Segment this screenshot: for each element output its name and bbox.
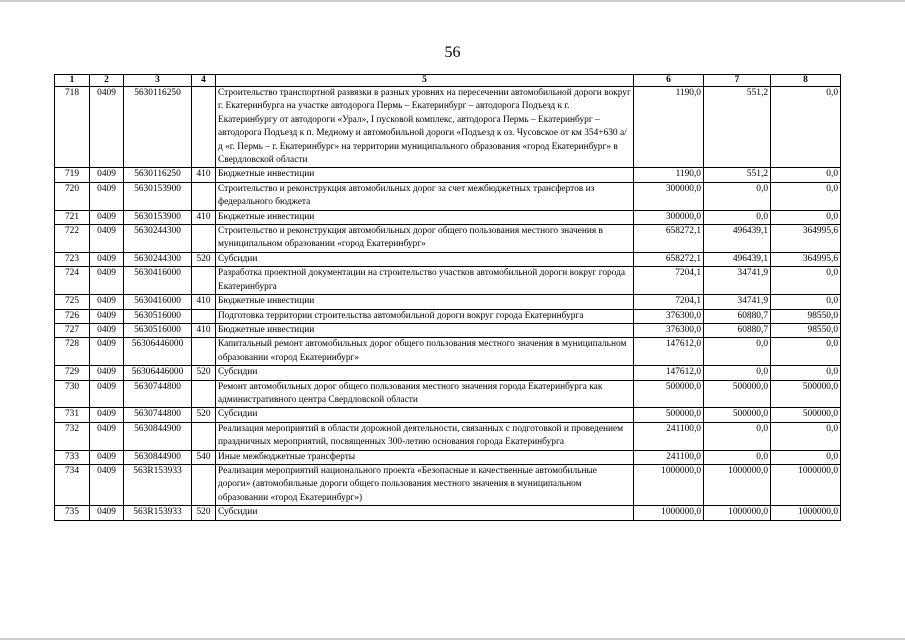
amount-col8-cell: 0,0 [771, 210, 841, 224]
row-number-cell: 719 [55, 168, 90, 182]
amount-col7-cell: 0,0 [704, 338, 771, 366]
section-code-cell: 0409 [90, 210, 124, 224]
row-number-cell: 734 [55, 464, 90, 505]
amount-col8-cell: 0,0 [771, 295, 841, 309]
amount-col6-cell: 1190,0 [634, 87, 704, 168]
row-number-cell: 722 [55, 225, 90, 253]
table-row [55, 464, 841, 505]
table-row [55, 182, 841, 210]
page-edge-top [0, 0, 905, 2]
amount-col7-cell: 0,0 [704, 366, 771, 380]
amount-col6-cell: 376300,0 [634, 323, 704, 337]
target-article-cell: 5630516000 [124, 309, 192, 323]
amount-col6-cell: 500000,0 [634, 380, 704, 408]
table-row [55, 87, 841, 168]
section-code-cell: 0409 [90, 168, 124, 182]
section-code-cell: 0409 [90, 295, 124, 309]
table-row [55, 380, 841, 408]
target-article-cell: 563R153933 [124, 464, 192, 505]
amount-col8-cell: 0,0 [771, 422, 841, 450]
amount-col8-cell: 1000000,0 [771, 464, 841, 505]
amount-col6-cell: 147612,0 [634, 338, 704, 366]
amount-col8-cell: 364995,6 [771, 225, 841, 253]
target-article-cell: 563R153933 [124, 506, 192, 520]
amount-col6-cell: 376300,0 [634, 309, 704, 323]
amount-col8-cell: 500000,0 [771, 380, 841, 408]
amount-col6-cell: 7204,1 [634, 295, 704, 309]
section-code-cell: 0409 [90, 182, 124, 210]
section-code-cell: 0409 [90, 366, 124, 380]
expense-type-cell: 410 [192, 295, 216, 309]
column-header: 3 [124, 75, 192, 87]
expense-type-cell: 520 [192, 252, 216, 266]
row-number-cell: 723 [55, 252, 90, 266]
target-article-cell: 5630416000 [124, 295, 192, 309]
row-number-cell: 724 [55, 267, 90, 295]
table-row [55, 506, 841, 520]
section-code-cell: 0409 [90, 252, 124, 266]
row-number-cell: 730 [55, 380, 90, 408]
amount-col7-cell: 0,0 [704, 422, 771, 450]
row-number-cell: 732 [55, 422, 90, 450]
column-header: 7 [704, 75, 771, 87]
section-code-cell: 0409 [90, 309, 124, 323]
expense-type-cell [192, 267, 216, 295]
table-row [55, 323, 841, 337]
amount-col7-cell: 1000000,0 [704, 464, 771, 505]
item-name-cell: Реализация мероприятий в области дорожной деятельности, связанных с подготовкой и проведением праздничных мероприятий, посвященных 300-летию основания города Екатеринбурга [216, 422, 634, 450]
item-name-cell: Бюджетные инвестиции [216, 168, 634, 182]
section-code-cell: 0409 [90, 464, 124, 505]
amount-col8-cell: 1000000,0 [771, 506, 841, 520]
item-name-cell: Строительство транспортной развязки в разных уровнях на пересечении автомобильной дороги вокруг г. Екатеринбурга на участке автодорога Пермь – Екатеринбург – автодорога Подъезд к г. Екатеринбургу от автодороги «Урал», I пусковой комплекс, автодорога Пермь – Екатеринбург – автодорога Подъезд к п. Медному и автомобильной дороги «Подъезд к оз. Чусовское от км 354+630 а/д «г. Пермь – г. Екатеринбург» на территории муниципального образования «город Екатеринбург» в Свердловской области [216, 87, 634, 168]
table-body [55, 87, 841, 521]
target-article-cell: 5630244300 [124, 225, 192, 253]
table-row [55, 338, 841, 366]
expense-type-cell [192, 338, 216, 366]
target-article-cell: 56306446000 [124, 366, 192, 380]
amount-col6-cell: 7204,1 [634, 267, 704, 295]
row-number-cell: 721 [55, 210, 90, 224]
item-name-cell: Бюджетные инвестиции [216, 295, 634, 309]
amount-col6-cell: 300000,0 [634, 210, 704, 224]
item-name-cell: Иные межбюджетные трансферты [216, 450, 634, 464]
target-article-cell: 5630744800 [124, 408, 192, 422]
expense-type-cell: 520 [192, 408, 216, 422]
column-header: 4 [192, 75, 216, 87]
row-number-cell: 727 [55, 323, 90, 337]
table-row [55, 210, 841, 224]
section-code-cell: 0409 [90, 380, 124, 408]
amount-col7-cell: 496439,1 [704, 252, 771, 266]
expense-type-cell [192, 309, 216, 323]
expense-type-cell [192, 464, 216, 505]
amount-col6-cell: 300000,0 [634, 182, 704, 210]
page-number: 56 [444, 44, 461, 61]
item-name-cell: Разработка проектной документации на строительство участков автомобильной дороги вокруг города Екатеринбурга [216, 267, 634, 295]
table-row [55, 168, 841, 182]
amount-col7-cell: 34741,9 [704, 295, 771, 309]
amount-col8-cell: 0,0 [771, 87, 841, 168]
amount-col8-cell: 500000,0 [771, 408, 841, 422]
item-name-cell: Строительство и реконструкция автомобильных дорог общего пользования местного значения в муниципальном образовании «город Екатеринбург» [216, 225, 634, 253]
amount-col8-cell: 0,0 [771, 182, 841, 210]
amount-col7-cell: 0,0 [704, 182, 771, 210]
amount-col8-cell: 364995,6 [771, 252, 841, 266]
table-row [55, 267, 841, 295]
target-article-cell: 5630244300 [124, 252, 192, 266]
amount-col7-cell: 0,0 [704, 210, 771, 224]
column-header: 2 [90, 75, 124, 87]
table-row [55, 309, 841, 323]
item-name-cell: Субсидии [216, 252, 634, 266]
table-header-row [55, 75, 841, 87]
amount-col6-cell: 1000000,0 [634, 464, 704, 505]
item-name-cell: Подготовка территории строительства автомобильной дороги вокруг города Екатеринбурга [216, 309, 634, 323]
amount-col6-cell: 658272,1 [634, 225, 704, 253]
row-number-cell: 718 [55, 87, 90, 168]
amount-col6-cell: 147612,0 [634, 366, 704, 380]
item-name-cell: Субсидии [216, 506, 634, 520]
item-name-cell: Ремонт автомобильных дорог общего пользования местного значения города Екатеринбурга как административного центра Свердловской области [216, 380, 634, 408]
table-row [55, 408, 841, 422]
amount-col6-cell: 1190,0 [634, 168, 704, 182]
amount-col6-cell: 241100,0 [634, 422, 704, 450]
column-header: 5 [216, 75, 634, 87]
section-code-cell: 0409 [90, 338, 124, 366]
amount-col8-cell: 0,0 [771, 168, 841, 182]
table-row [55, 252, 841, 266]
item-name-cell: Бюджетные инвестиции [216, 210, 634, 224]
row-number-cell: 733 [55, 450, 90, 464]
amount-col7-cell: 60880,7 [704, 323, 771, 337]
expense-type-cell [192, 182, 216, 210]
row-number-cell: 731 [55, 408, 90, 422]
amount-col6-cell: 500000,0 [634, 408, 704, 422]
item-name-cell: Субсидии [216, 408, 634, 422]
amount-col6-cell: 658272,1 [634, 252, 704, 266]
table-row [55, 422, 841, 450]
item-name-cell: Реализация мероприятий национального проекта «Безопасные и качественные автомобильные дороги» (автомобильные дороги общего пользования местного значения в муниципальном образовании «город Екатеринбург») [216, 464, 634, 505]
row-number-cell: 735 [55, 506, 90, 520]
section-code-cell: 0409 [90, 267, 124, 295]
expense-type-cell: 520 [192, 506, 216, 520]
expense-type-cell [192, 225, 216, 253]
section-code-cell: 0409 [90, 408, 124, 422]
amount-col8-cell: 98550,0 [771, 323, 841, 337]
amount-col7-cell: 551,2 [704, 87, 771, 168]
expense-type-cell [192, 422, 216, 450]
target-article-cell: 5630153900 [124, 182, 192, 210]
amount-col7-cell: 1000000,0 [704, 506, 771, 520]
section-code-cell: 0409 [90, 87, 124, 168]
amount-col7-cell: 500000,0 [704, 408, 771, 422]
expense-type-cell [192, 380, 216, 408]
target-article-cell: 5630844900 [124, 422, 192, 450]
expense-type-cell: 410 [192, 323, 216, 337]
expense-type-cell: 540 [192, 450, 216, 464]
row-number-cell: 726 [55, 309, 90, 323]
item-name-cell: Субсидии [216, 366, 634, 380]
target-article-cell: 5630116250 [124, 87, 192, 168]
amount-col8-cell: 98550,0 [771, 309, 841, 323]
target-article-cell: 5630744800 [124, 380, 192, 408]
row-number-cell: 729 [55, 366, 90, 380]
expense-type-cell: 410 [192, 210, 216, 224]
row-number-cell: 728 [55, 338, 90, 366]
amount-col8-cell: 0,0 [771, 338, 841, 366]
amount-col7-cell: 60880,7 [704, 309, 771, 323]
section-code-cell: 0409 [90, 506, 124, 520]
table-row [55, 225, 841, 253]
amount-col8-cell: 0,0 [771, 450, 841, 464]
amount-col7-cell: 496439,1 [704, 225, 771, 253]
item-name-cell: Строительство и реконструкция автомобильных дорог за счет межбюджетных трансфертов из федерального бюджета [216, 182, 634, 210]
section-code-cell: 0409 [90, 450, 124, 464]
table-row [55, 450, 841, 464]
row-number-cell: 725 [55, 295, 90, 309]
row-number-cell: 720 [55, 182, 90, 210]
target-article-cell: 5630153900 [124, 210, 192, 224]
column-header: 1 [55, 75, 90, 87]
amount-col8-cell: 0,0 [771, 267, 841, 295]
amount-col7-cell: 551,2 [704, 168, 771, 182]
expense-type-cell [192, 87, 216, 168]
section-code-cell: 0409 [90, 323, 124, 337]
expense-type-cell: 520 [192, 366, 216, 380]
target-article-cell: 5630116250 [124, 168, 192, 182]
expense-type-cell: 410 [192, 168, 216, 182]
amount-col6-cell: 1000000,0 [634, 506, 704, 520]
amount-col6-cell: 241100,0 [634, 450, 704, 464]
table-row [55, 295, 841, 309]
target-article-cell: 5630844900 [124, 450, 192, 464]
target-article-cell: 56306446000 [124, 338, 192, 366]
target-article-cell: 5630416000 [124, 267, 192, 295]
target-article-cell: 5630516000 [124, 323, 192, 337]
section-code-cell: 0409 [90, 422, 124, 450]
item-name-cell: Бюджетные инвестиции [216, 323, 634, 337]
item-name-cell: Капитальный ремонт автомобильных дорог общего пользования местного значения в муниципальном образовании «город Екатеринбург» [216, 338, 634, 366]
amount-col7-cell: 34741,9 [704, 267, 771, 295]
amount-col7-cell: 0,0 [704, 450, 771, 464]
amount-col8-cell: 0,0 [771, 366, 841, 380]
column-header: 8 [771, 75, 841, 87]
amount-col7-cell: 500000,0 [704, 380, 771, 408]
budget-table [54, 74, 841, 521]
section-code-cell: 0409 [90, 225, 124, 253]
column-header: 6 [634, 75, 704, 87]
table-row [55, 366, 841, 380]
